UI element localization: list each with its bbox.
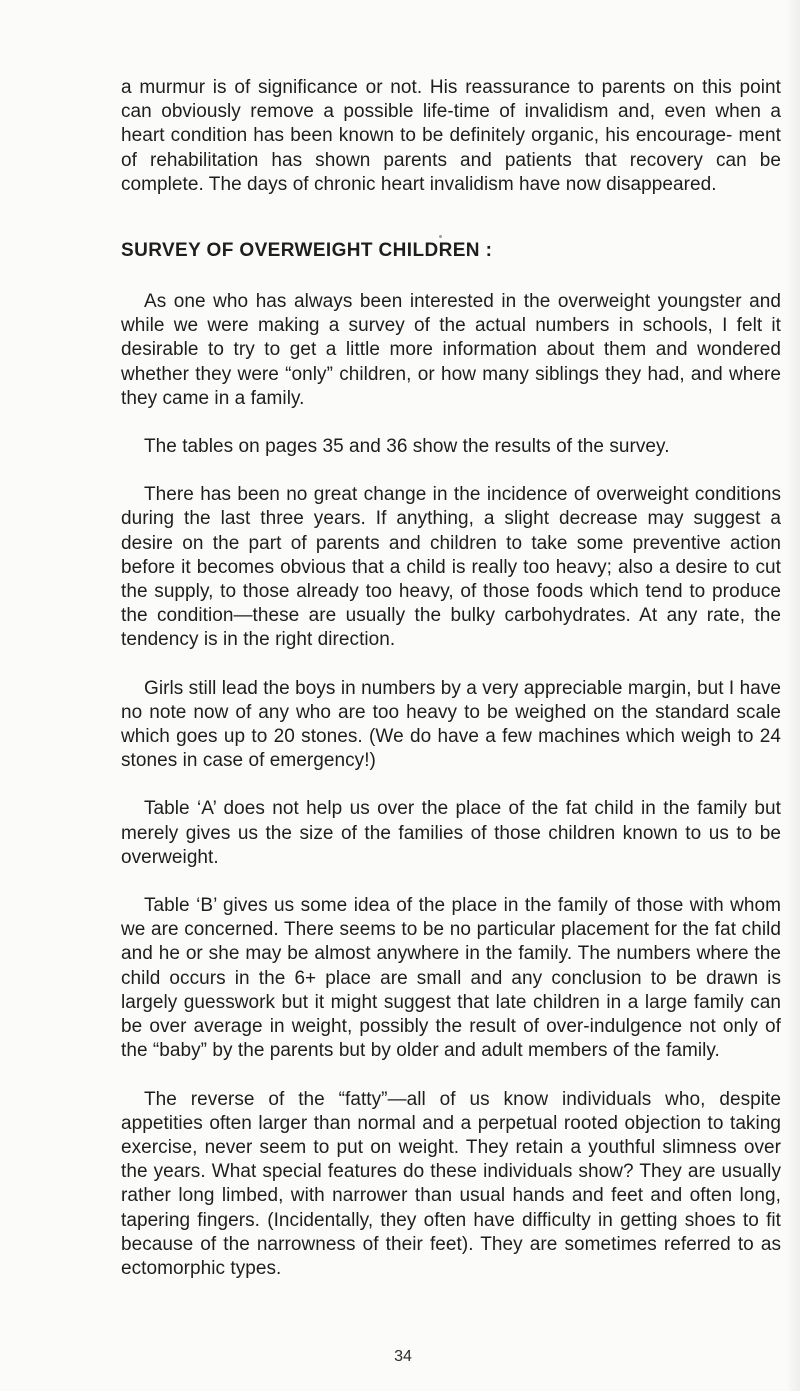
paragraph-interest: As one who has always been interested in the overweight youngster and while we were making a survey of the actual numbers in schools, I felt it desirable to try to get a little more information about them and wondered whether they were “only” children, or how many siblings they had, and where they came in a family.: [121, 291, 781, 409]
intro-paragraph: a murmur is of significance or not. His reassurance to parents on this point can obviously remove a possible life-time of invalidism and, even when a heart condition has been known to be definitely organic, his encourage- ment of rehabilitation has shown parents and patients that recovery can be complete. The days of chronic heart invalidism have now disappeared.: [121, 77, 781, 195]
paragraph-incidence: There has been no great change in the incidence of overweight conditions during the last three years. If anything, a slight decrease may suggest a desire on the part of parents and children to take some preventive action before it becomes obvious that a child is really too heavy; also a desire to cut the supply, to those already too heavy, of those foods which tend to produce the condition—these are usually the bulky carbohydrates. At any rate, the tendency is in the right direction.: [121, 484, 781, 651]
paragraph-reverse-fatty: The reverse of the “fatty”—all of us know individuals who, despite appetities often larger than normal and a perpetual rooted objection to taking exercise, never seem to put on weight. They retain a youthful slimness over the years. What special features do these individuals show? They are usually rather long limbed, with narrower than usual hands and feet and often long, tapering fingers. (Incidentally, they often have difficulty in getting shoes to fit because of the narrowness of their feet). They are sometimes referred to as ectomorphic types.: [121, 1088, 781, 1279]
paragraph-table-a: Table ‘A’ does not help us over the place of the fat child in the family but merely gives us the size of the families of those children known to us to be overweight.: [121, 798, 781, 868]
paragraph-tables-reference: The tables on pages 35 and 36 show the results of the survey.: [144, 436, 670, 458]
paragraph-girls-boys: Girls still lead the boys in numbers by a very appreciable margin, but I have no note now of any who are too heavy to be weighed on the standard scale which goes up to 20 stones. (We do have a few machines which weigh to 24 stones in case of emergency!): [121, 677, 781, 772]
scan-edge-shadow: [786, 0, 800, 1391]
page-number: [0, 1348, 800, 1366]
paragraph-table-b: Table ‘B’ gives us some idea of the place in the family of those with whom we are concerned. There seems to be no particular placement for the fat child and he or she may be almost anywhere in the family. The numbers where the child occurs in the 6+ place are small and any conclusion to be drawn is largely guesswork but it might suggest that late children in a large family can be over average in weight, possibly the result of over-indulgence not only of the “baby” by the parents but by older and adult members of the family.: [121, 895, 781, 1062]
page-number-text: 34: [394, 1348, 412, 1365]
section-heading: SURVEY OF OVERWEIGHT CHILDREN :: [121, 240, 493, 262]
text-column: [121, 76, 781, 1281]
